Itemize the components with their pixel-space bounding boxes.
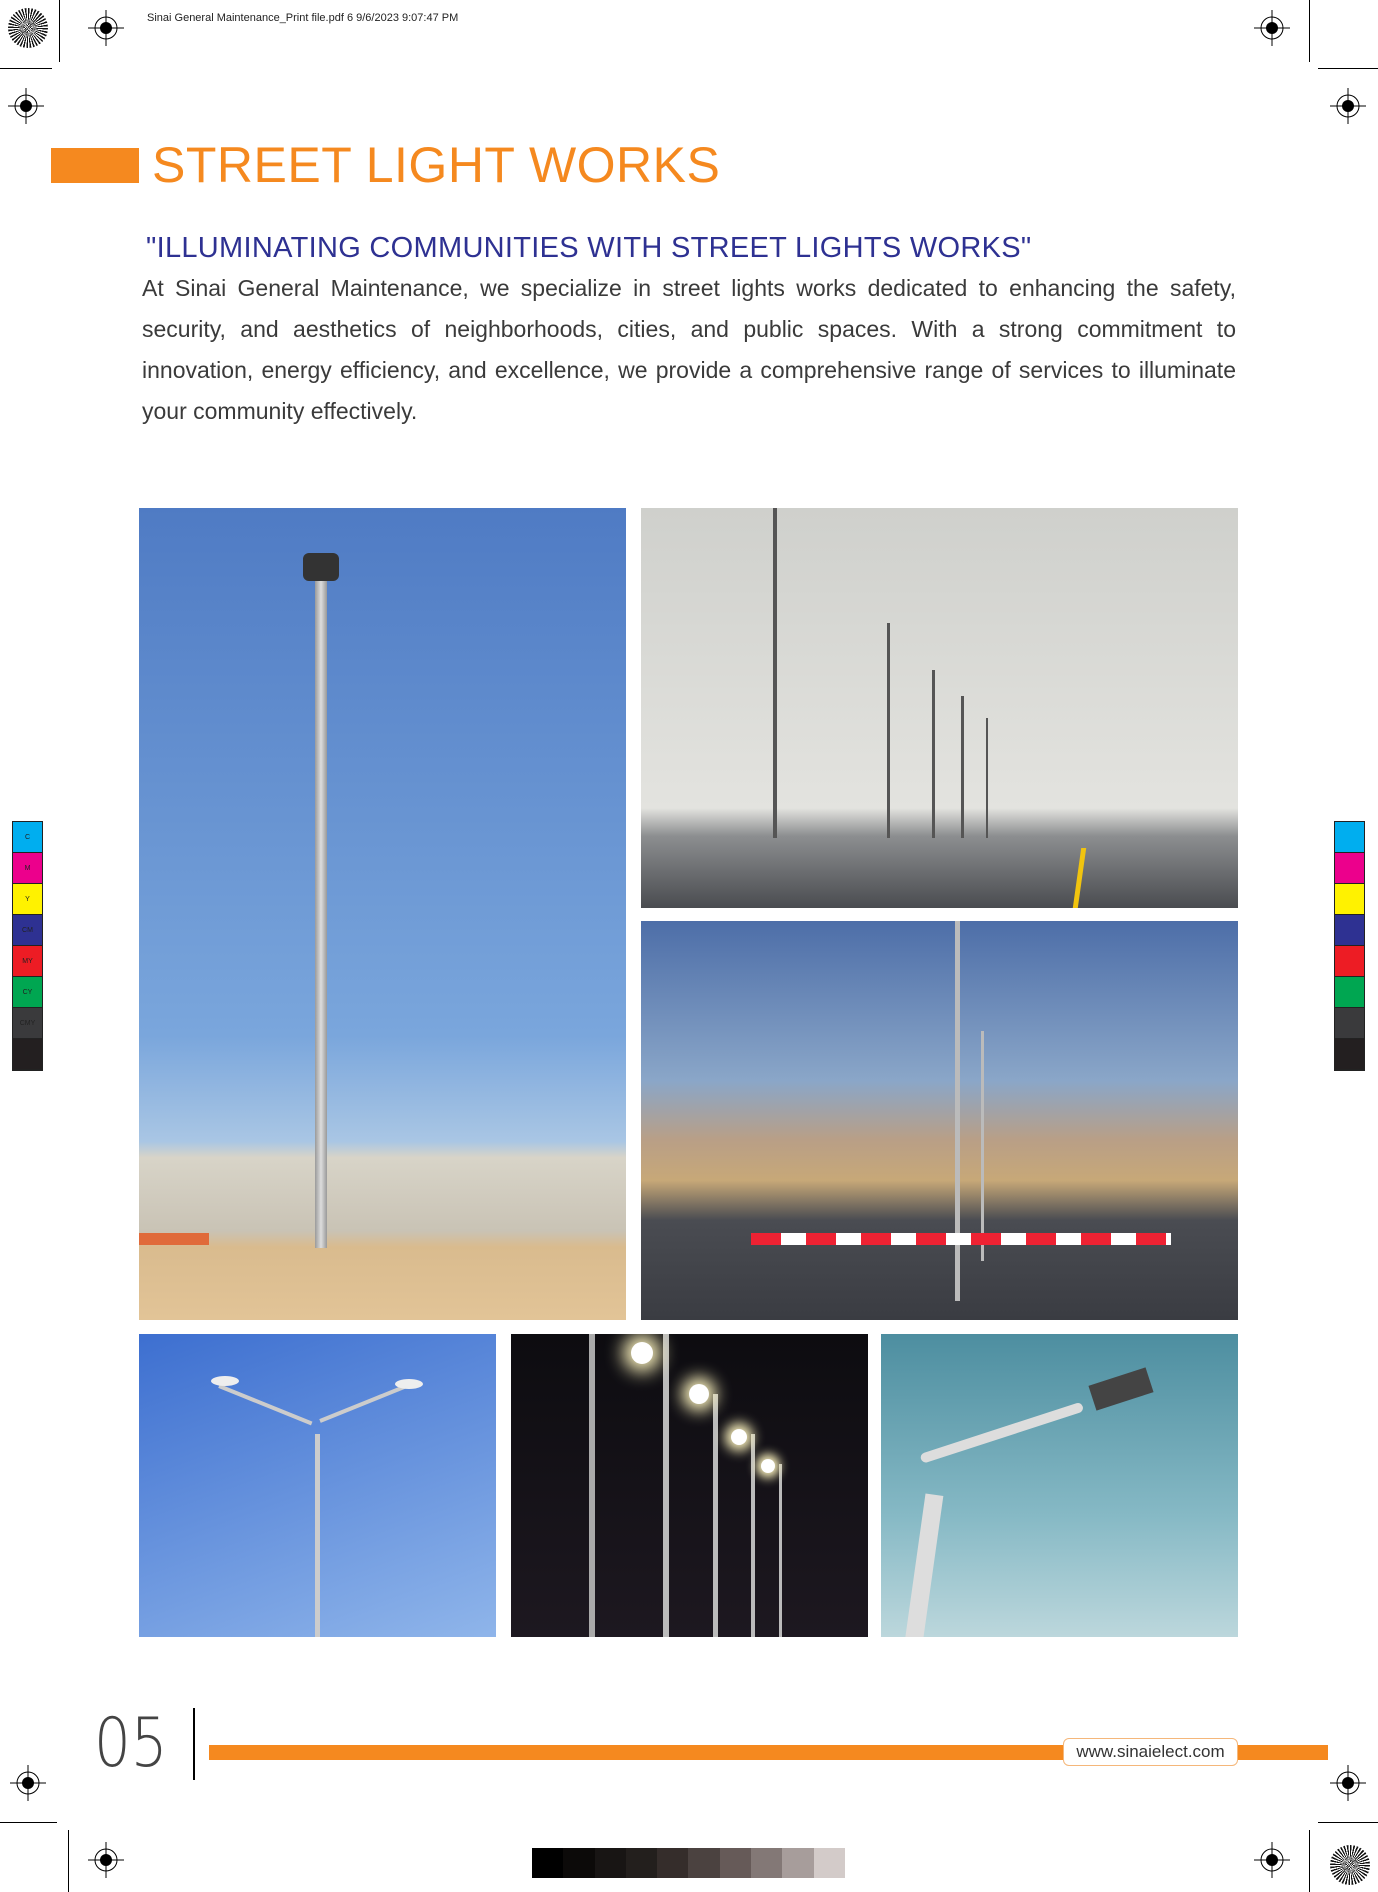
photo-double-arm-street-light: [139, 1334, 496, 1637]
star-target-icon: [8, 8, 48, 48]
color-swatch: CMY: [13, 1008, 42, 1039]
color-swatch: [1335, 977, 1364, 1008]
color-swatch: K: [13, 1039, 42, 1070]
registration-mark-icon: [1330, 88, 1366, 124]
registration-mark-icon: [1330, 1765, 1366, 1801]
page-number: 05: [94, 1704, 168, 1783]
gray-swatch: [814, 1848, 845, 1878]
color-swatch: MY: [13, 946, 42, 977]
crop-mark: [1318, 1822, 1378, 1823]
color-swatch: [1335, 915, 1364, 946]
color-swatch: [1335, 822, 1364, 853]
gray-swatch: [657, 1848, 688, 1878]
registration-mark-icon: [1254, 10, 1290, 46]
photo-highway-street-lights: [641, 508, 1238, 908]
color-swatch: CY: [13, 977, 42, 1008]
color-swatch: Y: [13, 884, 42, 915]
gray-swatch: [751, 1848, 782, 1878]
photo-night-street-lights: [511, 1334, 868, 1637]
website-url[interactable]: www.sinaielect.com: [1063, 1738, 1238, 1766]
crop-mark: [1318, 68, 1378, 69]
registration-mark-icon: [10, 1765, 46, 1801]
color-calibration-bar-right: [1334, 821, 1365, 1071]
crop-mark: [68, 1830, 69, 1892]
crop-mark: [0, 1822, 57, 1823]
gray-swatch: [782, 1848, 813, 1878]
section-subtitle: "ILLUMINATING COMMUNITIES WITH STREET LIGHTS WORKS": [146, 232, 1032, 264]
gray-swatch: [626, 1848, 657, 1878]
color-swatch: C: [13, 822, 42, 853]
gray-swatch: [688, 1848, 719, 1878]
title-accent-block: [51, 148, 139, 183]
registration-mark-icon: [8, 88, 44, 124]
registration-mark-icon: [88, 1842, 124, 1878]
color-swatch: [1335, 946, 1364, 977]
print-header: Sinai General Maintenance_Print file.pdf 6 9/6/2023 9:07:47 PM: [147, 12, 459, 24]
color-swatch: [1335, 1008, 1364, 1039]
intro-paragraph: At Sinai General Maintenance, we specialize in street lights works dedicated to enhancing the safety, security, and aesthetics of neighborhoods, cities, and public spaces. With a strong commitment to innovation, energy efficiency, and excellence, we provide a comprehensive range of services to illuminate your community effectively.: [142, 275, 1236, 424]
gray-swatch: [532, 1848, 563, 1878]
gray-swatch: [563, 1848, 594, 1878]
gray-swatch: [595, 1848, 626, 1878]
crop-mark: [1309, 0, 1310, 62]
photo-mountain-road-lights: [641, 921, 1238, 1320]
registration-mark-icon: [88, 10, 124, 46]
color-swatch: CM: [13, 915, 42, 946]
footer-divider: [193, 1708, 195, 1780]
color-calibration-bar-left: [12, 821, 43, 1071]
color-swatch: [1335, 884, 1364, 915]
grayscale-calibration-bar: [532, 1848, 845, 1878]
color-swatch: M: [13, 853, 42, 884]
crop-mark: [1309, 1830, 1310, 1892]
photo-led-street-light: [881, 1334, 1238, 1637]
gray-swatch: [720, 1848, 751, 1878]
color-swatch: [1335, 1039, 1364, 1070]
crop-mark: [59, 0, 60, 62]
color-swatch: [1335, 853, 1364, 884]
crop-mark: [0, 68, 52, 69]
star-target-icon: [1330, 1845, 1370, 1885]
photo-high-mast-pole: [139, 508, 626, 1320]
page-title: STREET LIGHT WORKS: [152, 137, 721, 193]
registration-mark-icon: [1254, 1842, 1290, 1878]
